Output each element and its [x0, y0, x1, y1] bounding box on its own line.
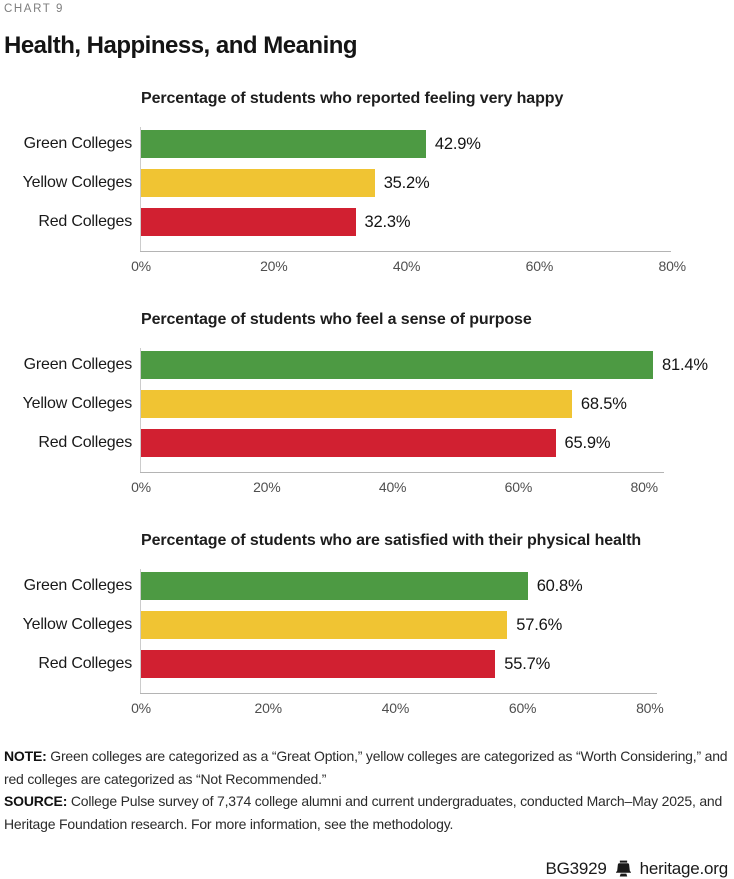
value-label: 42.9% — [434, 134, 481, 153]
value-label: 81.4% — [662, 355, 708, 374]
source-label: SOURCE: — [4, 793, 68, 809]
x-axis-ticks — [131, 700, 728, 716]
bar-row — [141, 572, 728, 600]
red-colleges-bar — [141, 650, 495, 678]
value-label: 32.3% — [364, 212, 411, 231]
bar-row — [141, 650, 728, 678]
yellow-colleges-bar — [141, 611, 507, 639]
liberty-bell-icon — [614, 860, 633, 878]
footer — [4, 859, 728, 879]
category-label: Green Colleges — [23, 135, 132, 152]
plot-area — [4, 569, 728, 693]
value-label: 68.5% — [580, 394, 627, 413]
x-tick-label: 60% — [525, 258, 554, 274]
x-tick-label: 80% — [630, 479, 658, 495]
bar-row — [141, 169, 728, 197]
category-label: Yellow Colleges — [22, 616, 132, 633]
category-labels-column — [4, 348, 140, 461]
bar-row — [141, 390, 728, 418]
yellow-colleges-bar — [141, 390, 572, 418]
x-tick-label: 60% — [504, 479, 533, 495]
category-label: Green Colleges — [23, 577, 132, 594]
category-label: Yellow Colleges — [22, 395, 132, 412]
plot-area — [4, 348, 728, 472]
x-axis-ticks — [131, 479, 728, 495]
document-id: BG3929 — [545, 859, 607, 878]
heritage-site-link[interactable]: heritage.org — [639, 859, 728, 878]
bar-row — [141, 351, 728, 379]
x-axis-line — [140, 472, 664, 473]
page-title: Health, Happiness, and Meaning — [4, 32, 358, 59]
x-tick-label: 60% — [508, 700, 537, 716]
bar-row — [141, 429, 728, 457]
value-label: 60.8% — [536, 576, 583, 595]
note-text: Green colleges are categorized as a “Great Option,” yellow colleges are categorized as “Worth Considering,” and red colleges are categorized as “Not Recommended.” — [4, 748, 728, 787]
green-colleges-bar — [141, 572, 528, 600]
bar-row — [141, 208, 728, 236]
x-tick-label: 0% — [131, 479, 151, 495]
x-tick-label: 20% — [260, 258, 288, 274]
plot-box — [140, 569, 728, 693]
red-colleges-bar — [141, 208, 356, 236]
x-tick-label: 40% — [378, 479, 407, 495]
category-label: Red Colleges — [38, 434, 132, 451]
value-label: 65.9% — [564, 433, 611, 452]
x-axis-line — [140, 251, 671, 252]
plot-box — [140, 348, 728, 472]
category-label: Red Colleges — [38, 655, 132, 672]
category-labels-column — [4, 127, 140, 240]
notes-block — [4, 745, 728, 835]
category-label: Green Colleges — [23, 356, 132, 373]
chart-title: Percentage of students who feel a sense of purpose — [141, 311, 532, 328]
yellow-colleges-bar — [141, 169, 375, 197]
x-tick-label: 20% — [254, 700, 282, 716]
chart-title: Percentage of students who reported feeling very happy — [141, 90, 564, 107]
x-axis-ticks — [131, 258, 728, 274]
bar-chart-2 — [4, 311, 728, 495]
value-label: 57.6% — [516, 615, 563, 634]
x-axis-line — [140, 693, 657, 694]
category-labels-column — [4, 569, 140, 682]
bar-row — [141, 130, 728, 158]
x-tick-label: 40% — [392, 258, 421, 274]
chart-title: Percentage of students who are satisfied with their physical health — [141, 532, 642, 549]
x-tick-label: 20% — [253, 479, 281, 495]
green-colleges-bar — [141, 351, 653, 379]
bar-chart-1 — [4, 90, 728, 274]
plot-box — [140, 127, 728, 251]
green-colleges-bar — [141, 130, 426, 158]
charts-container — [4, 90, 728, 716]
x-tick-label: 0% — [131, 258, 151, 274]
plot-area — [4, 127, 728, 251]
x-tick-label: 40% — [381, 700, 410, 716]
value-label: 55.7% — [504, 654, 551, 673]
source-text: College Pulse survey of 7,374 college alumni and current undergraduates, conducted March–May 2025, and Heritage Foundation research. For more information, see the methodology. — [4, 793, 723, 832]
bar-chart-3 — [4, 532, 728, 716]
x-tick-label: 0% — [131, 700, 151, 716]
chart-number-kicker: CHART 9 — [4, 3, 64, 15]
category-label: Yellow Colleges — [22, 174, 132, 191]
x-tick-label: 80% — [658, 258, 686, 274]
bar-row — [141, 611, 728, 639]
note-label: NOTE: — [4, 748, 47, 764]
value-label: 35.2% — [383, 173, 430, 192]
x-tick-label: 80% — [636, 700, 664, 716]
red-colleges-bar — [141, 429, 556, 457]
note-paragraph — [4, 745, 728, 790]
category-label: Red Colleges — [38, 213, 132, 230]
source-paragraph — [4, 790, 728, 835]
